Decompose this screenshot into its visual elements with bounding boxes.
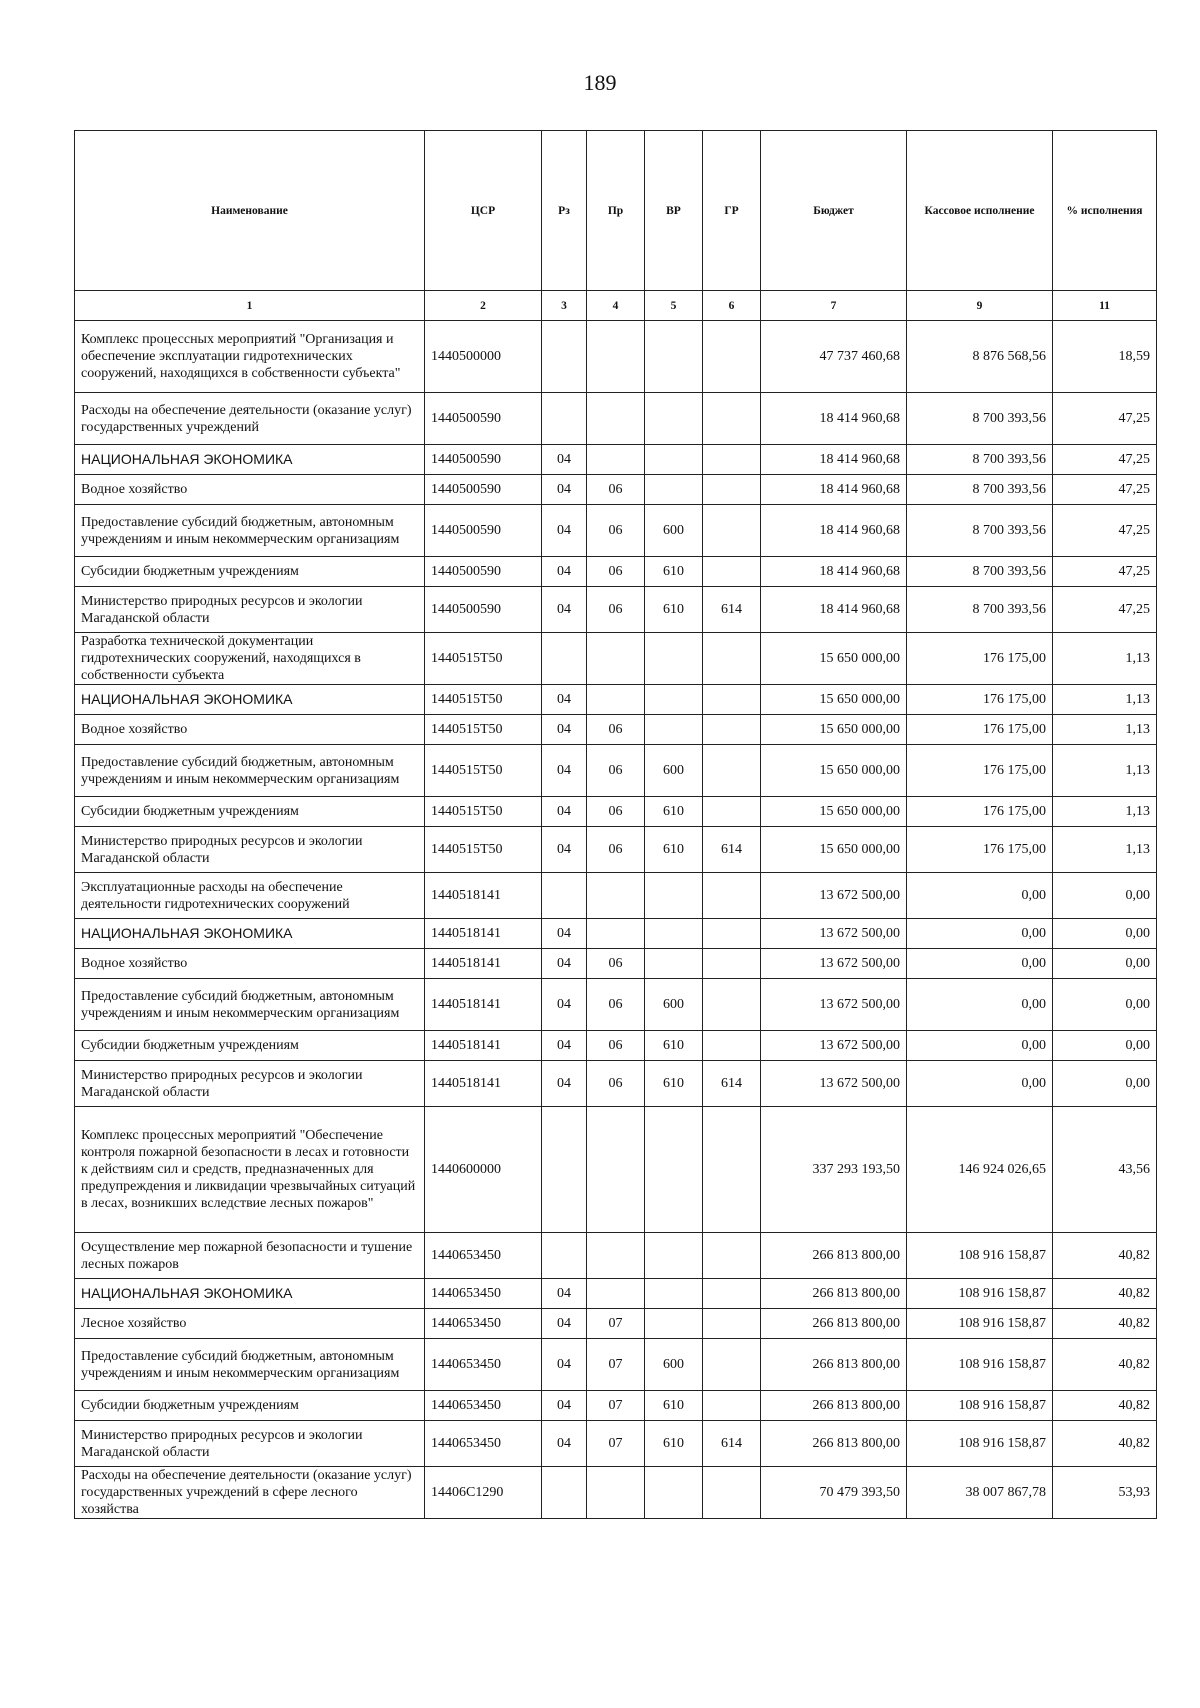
table-row (75, 949, 1157, 979)
row-gr (703, 949, 761, 979)
row-pr (587, 445, 645, 475)
row-budget: 266 813 800,00 (761, 1339, 907, 1391)
row-vr: 610 (645, 557, 703, 587)
row-vr (645, 949, 703, 979)
row-percent: 1,13 (1053, 685, 1157, 715)
row-pr: 06 (587, 505, 645, 557)
table-row (75, 685, 1157, 715)
row-rz: 04 (542, 1391, 587, 1421)
column-number: 9 (907, 291, 1053, 321)
row-vr (645, 1233, 703, 1279)
row-gr (703, 873, 761, 919)
row-vr (645, 685, 703, 715)
row-csr: 1440500590 (425, 505, 542, 557)
row-gr (703, 393, 761, 445)
row-budget: 15 650 000,00 (761, 685, 907, 715)
row-rz: 04 (542, 797, 587, 827)
row-cash: 0,00 (907, 949, 1053, 979)
row-pr: 06 (587, 797, 645, 827)
row-cash: 8 700 393,56 (907, 445, 1053, 475)
row-budget: 13 672 500,00 (761, 1061, 907, 1107)
row-name: НАЦИОНАЛЬНАЯ ЭКОНОМИКА (75, 685, 425, 715)
row-name: Министерство природных ресурсов и экологии Магаданской области (75, 827, 425, 873)
row-csr: 1440500590 (425, 445, 542, 475)
table-row (75, 745, 1157, 797)
table-body (75, 321, 1157, 1519)
row-budget: 337 293 193,50 (761, 1107, 907, 1233)
row-name: Расходы на обеспечение деятельности (оказание услуг) государственных учреждений в сфере лесного хозяйства (75, 1467, 425, 1519)
row-percent: 47,25 (1053, 393, 1157, 445)
column-number: 5 (645, 291, 703, 321)
row-vr: 610 (645, 587, 703, 633)
table-row (75, 505, 1157, 557)
row-pr (587, 633, 645, 685)
row-rz (542, 1107, 587, 1233)
row-rz: 04 (542, 979, 587, 1031)
row-csr: 1440500000 (425, 321, 542, 393)
row-budget: 13 672 500,00 (761, 919, 907, 949)
row-cash: 38 007 867,78 (907, 1467, 1053, 1519)
row-gr (703, 1107, 761, 1233)
row-cash: 176 175,00 (907, 827, 1053, 873)
table-row (75, 393, 1157, 445)
row-vr (645, 475, 703, 505)
row-rz: 04 (542, 685, 587, 715)
row-gr (703, 715, 761, 745)
table-row (75, 321, 1157, 393)
table-row (75, 1309, 1157, 1339)
row-name: Эксплуатационные расходы на обеспечение деятельности гидротехнических сооружений (75, 873, 425, 919)
row-gr (703, 797, 761, 827)
page-number: 189 (583, 70, 617, 95)
row-budget: 18 414 960,68 (761, 445, 907, 475)
row-pr: 06 (587, 1061, 645, 1107)
row-gr (703, 633, 761, 685)
column-number: 3 (542, 291, 587, 321)
row-rz: 04 (542, 1279, 587, 1309)
row-vr: 610 (645, 1421, 703, 1467)
row-rz: 04 (542, 445, 587, 475)
row-budget: 18 414 960,68 (761, 587, 907, 633)
row-cash: 8 876 568,56 (907, 321, 1053, 393)
row-vr: 610 (645, 1391, 703, 1421)
row-name: Водное хозяйство (75, 949, 425, 979)
row-pr (587, 1233, 645, 1279)
row-percent: 0,00 (1053, 949, 1157, 979)
row-cash: 0,00 (907, 1031, 1053, 1061)
row-name: Субсидии бюджетным учреждениям (75, 797, 425, 827)
row-csr: 1440515Т50 (425, 797, 542, 827)
row-pr: 06 (587, 715, 645, 745)
header-gr: ГР (703, 131, 761, 291)
table-row (75, 827, 1157, 873)
row-pr (587, 321, 645, 393)
row-cash: 108 916 158,87 (907, 1309, 1053, 1339)
row-csr: 1440515Т50 (425, 715, 542, 745)
header-row (75, 131, 1157, 291)
row-name: Предоставление субсидий бюджетным, автономным учреждениям и иным некоммерческим организациям (75, 505, 425, 557)
header-rz: Рз (542, 131, 587, 291)
column-number: 4 (587, 291, 645, 321)
row-name: Разработка технической документации гидротехнических сооружений, находящихся в собственности субъекта (75, 633, 425, 685)
table-row (75, 1107, 1157, 1233)
row-cash: 0,00 (907, 919, 1053, 949)
row-budget: 266 813 800,00 (761, 1421, 907, 1467)
row-pr: 06 (587, 587, 645, 633)
row-gr (703, 505, 761, 557)
row-name: Субсидии бюджетным учреждениям (75, 557, 425, 587)
row-name: Министерство природных ресурсов и экологии Магаданской области (75, 1061, 425, 1107)
row-csr: 1440653450 (425, 1391, 542, 1421)
row-budget: 15 650 000,00 (761, 797, 907, 827)
row-csr: 1440653450 (425, 1421, 542, 1467)
row-budget: 13 672 500,00 (761, 873, 907, 919)
row-percent: 1,13 (1053, 715, 1157, 745)
row-cash: 176 175,00 (907, 715, 1053, 745)
header-csr: ЦСР (425, 131, 542, 291)
row-pr: 07 (587, 1421, 645, 1467)
header-cash: Кассовое исполнение (907, 131, 1053, 291)
row-vr: 610 (645, 1031, 703, 1061)
row-cash: 0,00 (907, 979, 1053, 1031)
row-percent: 1,13 (1053, 797, 1157, 827)
row-rz (542, 1233, 587, 1279)
row-percent: 0,00 (1053, 1031, 1157, 1061)
row-budget: 15 650 000,00 (761, 827, 907, 873)
row-vr (645, 715, 703, 745)
table-row (75, 1279, 1157, 1309)
row-percent: 53,93 (1053, 1467, 1157, 1519)
row-budget: 15 650 000,00 (761, 715, 907, 745)
row-csr: 1440500590 (425, 393, 542, 445)
row-csr: 14406С1290 (425, 1467, 542, 1519)
row-pr: 07 (587, 1339, 645, 1391)
row-gr: 614 (703, 587, 761, 633)
row-gr (703, 1031, 761, 1061)
column-number: 7 (761, 291, 907, 321)
budget-table (74, 130, 1157, 1519)
row-csr: 1440500590 (425, 557, 542, 587)
row-cash: 146 924 026,65 (907, 1107, 1053, 1233)
row-csr: 1440653450 (425, 1233, 542, 1279)
row-name: Субсидии бюджетным учреждениям (75, 1031, 425, 1061)
row-cash: 108 916 158,87 (907, 1233, 1053, 1279)
row-cash: 8 700 393,56 (907, 393, 1053, 445)
row-csr: 1440653450 (425, 1309, 542, 1339)
row-gr (703, 1233, 761, 1279)
row-pr (587, 1107, 645, 1233)
row-vr (645, 445, 703, 475)
row-budget: 13 672 500,00 (761, 979, 907, 1031)
row-budget: 15 650 000,00 (761, 745, 907, 797)
row-csr: 1440518141 (425, 949, 542, 979)
row-name: Лесное хозяйство (75, 1309, 425, 1339)
row-percent: 40,82 (1053, 1339, 1157, 1391)
row-name: Комплекс процессных мероприятий "Обеспечение контроля пожарной безопасности в лесах и готовности к действиям сил и средств, предназначенных для предупреждения и ликвидации чрезвычайных ситуаций в лесах, возникших вследствие лесных пожаров" (75, 1107, 425, 1233)
row-rz (542, 393, 587, 445)
row-pr (587, 919, 645, 949)
row-name: Предоставление субсидий бюджетным, автономным учреждениям и иным некоммерческим организациям (75, 1339, 425, 1391)
row-gr (703, 1309, 761, 1339)
row-csr: 1440518141 (425, 1061, 542, 1107)
row-rz: 04 (542, 1339, 587, 1391)
row-vr: 600 (645, 745, 703, 797)
row-rz (542, 873, 587, 919)
row-vr (645, 1279, 703, 1309)
row-budget: 266 813 800,00 (761, 1279, 907, 1309)
row-budget: 13 672 500,00 (761, 1031, 907, 1061)
row-name: НАЦИОНАЛЬНАЯ ЭКОНОМИКА (75, 1279, 425, 1309)
row-budget: 18 414 960,68 (761, 557, 907, 587)
row-name: НАЦИОНАЛЬНАЯ ЭКОНОМИКА (75, 919, 425, 949)
row-rz: 04 (542, 949, 587, 979)
row-rz: 04 (542, 1061, 587, 1107)
column-number: 11 (1053, 291, 1157, 321)
table-row (75, 873, 1157, 919)
row-gr (703, 1339, 761, 1391)
row-rz (542, 633, 587, 685)
column-number: 6 (703, 291, 761, 321)
row-budget: 47 737 460,68 (761, 321, 907, 393)
row-name: Водное хозяйство (75, 475, 425, 505)
row-rz: 04 (542, 745, 587, 797)
row-pr: 07 (587, 1309, 645, 1339)
row-gr (703, 745, 761, 797)
row-cash: 8 700 393,56 (907, 475, 1053, 505)
row-vr (645, 873, 703, 919)
row-rz: 04 (542, 557, 587, 587)
row-percent: 40,82 (1053, 1391, 1157, 1421)
row-rz: 04 (542, 827, 587, 873)
row-name: Предоставление субсидий бюджетным, автономным учреждениям и иным некоммерческим организациям (75, 979, 425, 1031)
row-vr: 600 (645, 979, 703, 1031)
row-csr: 1440500590 (425, 587, 542, 633)
table-row (75, 1391, 1157, 1421)
header-name: Наименование (75, 131, 425, 291)
row-gr (703, 685, 761, 715)
row-gr (703, 475, 761, 505)
row-pr: 06 (587, 827, 645, 873)
row-percent: 47,25 (1053, 505, 1157, 557)
row-rz (542, 1467, 587, 1519)
header-vr: ВР (645, 131, 703, 291)
row-csr: 1440600000 (425, 1107, 542, 1233)
row-pr (587, 1279, 645, 1309)
row-pr (587, 873, 645, 919)
row-pr (587, 1467, 645, 1519)
row-rz: 04 (542, 1309, 587, 1339)
row-pr: 07 (587, 1391, 645, 1421)
row-csr: 1440518141 (425, 1031, 542, 1061)
row-pr: 06 (587, 557, 645, 587)
row-gr (703, 1467, 761, 1519)
row-percent: 47,25 (1053, 445, 1157, 475)
column-number: 1 (75, 291, 425, 321)
row-pr: 06 (587, 475, 645, 505)
row-csr: 1440518141 (425, 873, 542, 919)
row-vr: 610 (645, 827, 703, 873)
row-rz: 04 (542, 505, 587, 557)
row-csr: 1440518141 (425, 919, 542, 949)
row-percent: 43,56 (1053, 1107, 1157, 1233)
row-gr (703, 445, 761, 475)
row-cash: 0,00 (907, 873, 1053, 919)
row-cash: 176 175,00 (907, 685, 1053, 715)
row-budget: 18 414 960,68 (761, 505, 907, 557)
row-percent: 47,25 (1053, 587, 1157, 633)
table-row (75, 587, 1157, 633)
row-cash: 0,00 (907, 1061, 1053, 1107)
row-gr (703, 1279, 761, 1309)
row-pr: 06 (587, 1031, 645, 1061)
row-pr: 06 (587, 745, 645, 797)
row-vr: 610 (645, 797, 703, 827)
row-csr: 1440653450 (425, 1339, 542, 1391)
row-percent: 0,00 (1053, 1061, 1157, 1107)
row-cash: 108 916 158,87 (907, 1339, 1053, 1391)
row-csr: 1440518141 (425, 979, 542, 1031)
row-name: Осуществление мер пожарной безопасности и тушение лесных пожаров (75, 1233, 425, 1279)
row-csr: 1440515Т50 (425, 827, 542, 873)
row-gr: 614 (703, 827, 761, 873)
row-csr: 1440653450 (425, 1279, 542, 1309)
row-name: Субсидии бюджетным учреждениям (75, 1391, 425, 1421)
row-rz: 04 (542, 475, 587, 505)
table-row (75, 919, 1157, 949)
table-row (75, 1031, 1157, 1061)
row-percent: 0,00 (1053, 919, 1157, 949)
row-percent: 0,00 (1053, 873, 1157, 919)
header-pr: Пр (587, 131, 645, 291)
table-row (75, 1421, 1157, 1467)
row-name: Расходы на обеспечение деятельности (оказание услуг) государственных учреждений (75, 393, 425, 445)
row-budget: 266 813 800,00 (761, 1391, 907, 1421)
row-vr (645, 393, 703, 445)
row-percent: 47,25 (1053, 475, 1157, 505)
row-rz: 04 (542, 919, 587, 949)
row-csr: 1440500590 (425, 475, 542, 505)
row-vr (645, 1467, 703, 1519)
row-vr (645, 321, 703, 393)
row-percent: 18,59 (1053, 321, 1157, 393)
row-vr (645, 1309, 703, 1339)
row-cash: 176 175,00 (907, 797, 1053, 827)
row-budget: 18 414 960,68 (761, 393, 907, 445)
row-budget: 18 414 960,68 (761, 475, 907, 505)
row-pr (587, 393, 645, 445)
row-percent: 1,13 (1053, 827, 1157, 873)
row-cash: 8 700 393,56 (907, 587, 1053, 633)
table-row (75, 1061, 1157, 1107)
row-rz: 04 (542, 587, 587, 633)
row-name: Предоставление субсидий бюджетным, автономным учреждениям и иным некоммерческим организациям (75, 745, 425, 797)
row-percent: 1,13 (1053, 745, 1157, 797)
row-vr (645, 1107, 703, 1233)
row-cash: 108 916 158,87 (907, 1279, 1053, 1309)
row-budget: 13 672 500,00 (761, 949, 907, 979)
row-vr: 600 (645, 1339, 703, 1391)
row-pr: 06 (587, 949, 645, 979)
row-gr (703, 321, 761, 393)
row-percent: 0,00 (1053, 979, 1157, 1031)
row-pr (587, 685, 645, 715)
row-cash: 108 916 158,87 (907, 1421, 1053, 1467)
header-budget: Бюджет (761, 131, 907, 291)
row-name: Водное хозяйство (75, 715, 425, 745)
row-rz: 04 (542, 1421, 587, 1467)
row-rz: 04 (542, 1031, 587, 1061)
table-row (75, 715, 1157, 745)
row-gr (703, 919, 761, 949)
column-number-row (75, 291, 1157, 321)
row-csr: 1440515Т50 (425, 633, 542, 685)
row-cash: 8 700 393,56 (907, 557, 1053, 587)
row-name: НАЦИОНАЛЬНАЯ ЭКОНОМИКА (75, 445, 425, 475)
table-row (75, 1339, 1157, 1391)
row-rz: 04 (542, 715, 587, 745)
header-percent: % исполнения (1053, 131, 1157, 291)
table-row (75, 1467, 1157, 1519)
table-row (75, 797, 1157, 827)
table-row (75, 445, 1157, 475)
row-cash: 176 175,00 (907, 745, 1053, 797)
row-budget: 266 813 800,00 (761, 1233, 907, 1279)
row-cash: 176 175,00 (907, 633, 1053, 685)
row-gr (703, 979, 761, 1031)
row-budget: 70 479 393,50 (761, 1467, 907, 1519)
table-row (75, 557, 1157, 587)
row-name: Министерство природных ресурсов и экологии Магаданской области (75, 1421, 425, 1467)
row-gr (703, 557, 761, 587)
row-percent: 40,82 (1053, 1233, 1157, 1279)
row-budget: 15 650 000,00 (761, 633, 907, 685)
row-vr (645, 633, 703, 685)
row-vr: 600 (645, 505, 703, 557)
table-row (75, 475, 1157, 505)
row-name: Комплекс процессных мероприятий "Организация и обеспечение эксплуатации гидротехнических сооружений, находящихся в собственности субъекта" (75, 321, 425, 393)
row-percent: 40,82 (1053, 1279, 1157, 1309)
table-row (75, 1233, 1157, 1279)
row-csr: 1440515Т50 (425, 685, 542, 715)
row-percent: 1,13 (1053, 633, 1157, 685)
row-gr: 614 (703, 1061, 761, 1107)
row-vr: 610 (645, 1061, 703, 1107)
row-vr (645, 919, 703, 949)
row-percent: 40,82 (1053, 1421, 1157, 1467)
row-gr: 614 (703, 1421, 761, 1467)
row-cash: 8 700 393,56 (907, 505, 1053, 557)
row-gr (703, 1391, 761, 1421)
row-pr: 06 (587, 979, 645, 1031)
row-csr: 1440515Т50 (425, 745, 542, 797)
row-percent: 40,82 (1053, 1309, 1157, 1339)
column-number: 2 (425, 291, 542, 321)
row-percent: 47,25 (1053, 557, 1157, 587)
table-row (75, 633, 1157, 685)
table-row (75, 979, 1157, 1031)
row-budget: 266 813 800,00 (761, 1309, 907, 1339)
row-rz (542, 321, 587, 393)
row-name: Министерство природных ресурсов и экологии Магаданской области (75, 587, 425, 633)
row-cash: 108 916 158,87 (907, 1391, 1053, 1421)
